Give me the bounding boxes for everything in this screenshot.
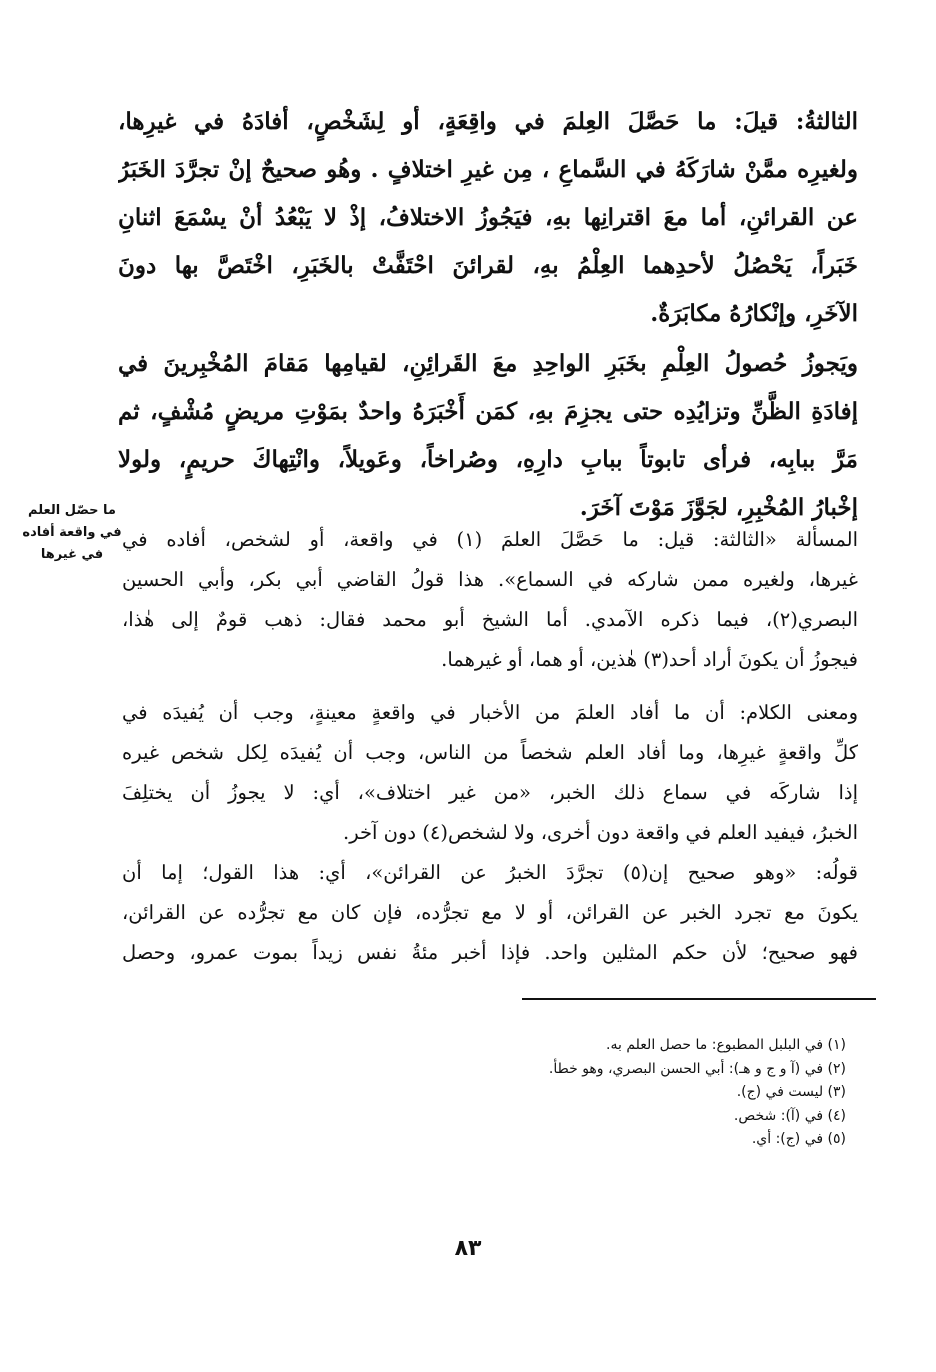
page-number: ٨٣ — [454, 1236, 482, 1261]
matn-line: الثالثةُ: قيلَ: ما حَصَّلَ العِلمَ في واقِعَةٍ، أو لِشَخْصٍ، أفادَهُ في غيرِها، — [118, 108, 858, 135]
sharh-line: فيجوزُ أن يكونَ أراد أحد(٣) هٰذين، أو هما، أو غيرهما. — [441, 648, 858, 671]
sharh-line: كلِّ واقعةٍ غيرِها، وما أفاد العلم شخصاً من الناس، وجب أن يُفيدَه لِكل شخص غيره — [122, 741, 858, 764]
matn-line: إفادَةِ الظَّنِّ وتزايُدِه حتى يجزِمَ بهِ، كمَن أَخْبَرَهُ واحدٌ بمَوْتِ مريضٍ مُشْفٍ، ثم — [118, 398, 858, 425]
footnote: (١) في البلبل المطبوع: ما حصل العلم به. — [606, 1037, 846, 1053]
margin-note-line: ما حصّل العلم — [28, 503, 116, 518]
footnote-separator — [522, 998, 876, 1000]
matn-line: الآخَرِ، وإنْكارُهُ مكابَرَةٌ. — [650, 300, 858, 327]
margin-note — [18, 500, 126, 566]
matn-line: عن القرائنِ، أما معَ اقترانِها بهِ، فيَجُوزُ الاختلافُ، إذْ لا يَبْعُدُ أنْ يسْمَعَ اثنانِ — [118, 204, 858, 231]
footnote: (٢) في (آ و ج و هـ): أبي الحسن البصري، وهو خطأ. — [548, 1060, 846, 1077]
sharh-line: ومعنى الكلام: أن ما أفاد العلمَ من الأخبار في واقعةٍ معينةٍ، وجب أن يُفيدَه في — [122, 701, 858, 724]
matn-line: مَرَّ ببابِه، فرأى تابوتاً ببابِ دارِهِ، وصُراخاً، وعَويلاً، وانْتِهاكَ حريمٍ، ولولا — [118, 446, 858, 473]
matn-line: ويَجوزُ حُصولُ العِلْمِ بخَبَرِ الواحِدِ معَ القَرائِنِ، لقيامِها مَقامَ المُخْبِرينَ في — [118, 350, 858, 377]
matn-line: إخْبارُ المُخْبِرِ، لجَوَّزَ مَوْتَ آخَرَ. — [579, 494, 858, 521]
margin-note-line: في غيرها — [40, 547, 104, 562]
margin-note-line: في واقعة أفاده — [22, 525, 122, 540]
sharh-line: الخبرُ، فيفيد العلم في واقعة دون أخرى، ولا لشخص(٤) دون آخر. — [343, 821, 858, 844]
footnote: (٤) في (آ): شخص. — [733, 1107, 846, 1124]
footnotes — [246, 1034, 846, 1152]
footnote: (٣) ليست في (ج). — [736, 1084, 846, 1100]
sharh-line: غيرها، ولغيره ممن شاركه في السماع». هذا قولُ القاضي أبي بكر، وأبي الحسين — [122, 568, 858, 591]
sharh-line: المسألة «الثالثة: قيل: ما حَصَّلَ العلمَ (١) في واقعة، أو لشخص، أفاده في — [122, 528, 858, 551]
sharh-line: قولُه: «وهو صحيح إن(٥) تجرَّدَ الخبرُ عن القرائن»، أي: هذا القول؛ إما أن — [122, 861, 858, 884]
sharh-text — [122, 520, 858, 973]
sharh-line: فهو صحيح؛ لأن حكم المثلين واحد. فإذا أخبر مئةُ نفس زيداً بموت عمرو، وحصل — [122, 941, 858, 964]
matn-line: ولغيرِه ممَّنْ شارَكَهُ في السَّماعِ ، مِن غيرِ اختلافٍ . وهُو صحيحٌ إنْ تجرَّدَ الخَبَرُ — [118, 156, 858, 183]
sharh-line: يكونَ مع تجرد الخبر عن القرائن، أو لا مع تجرُّده، فإن كان مع تجرُّده عن القرائن، — [122, 901, 858, 924]
matn-text — [118, 98, 858, 532]
footnote: (٥) في (ج): أي. — [751, 1131, 846, 1147]
matn-line: خَبَراً، يَحْصُلُ لأحدِهما العِلْمُ بهِ، لقرائنَ احْتَفَّتْ بالخَبَرِ، اخْتَصَّ بها دونَ — [118, 252, 858, 279]
sharh-line: إذا شاركَه في سماع ذلك الخبر، «من غير اختلاف»، أي: لا يجوزُ أن يختلِفَ — [122, 781, 858, 804]
sharh-line: البصري(٢)، فيما ذكره الآمدي. أما الشيخ أبو محمد فقال: ذهب قومٌ إلى هٰذا، — [122, 608, 858, 631]
